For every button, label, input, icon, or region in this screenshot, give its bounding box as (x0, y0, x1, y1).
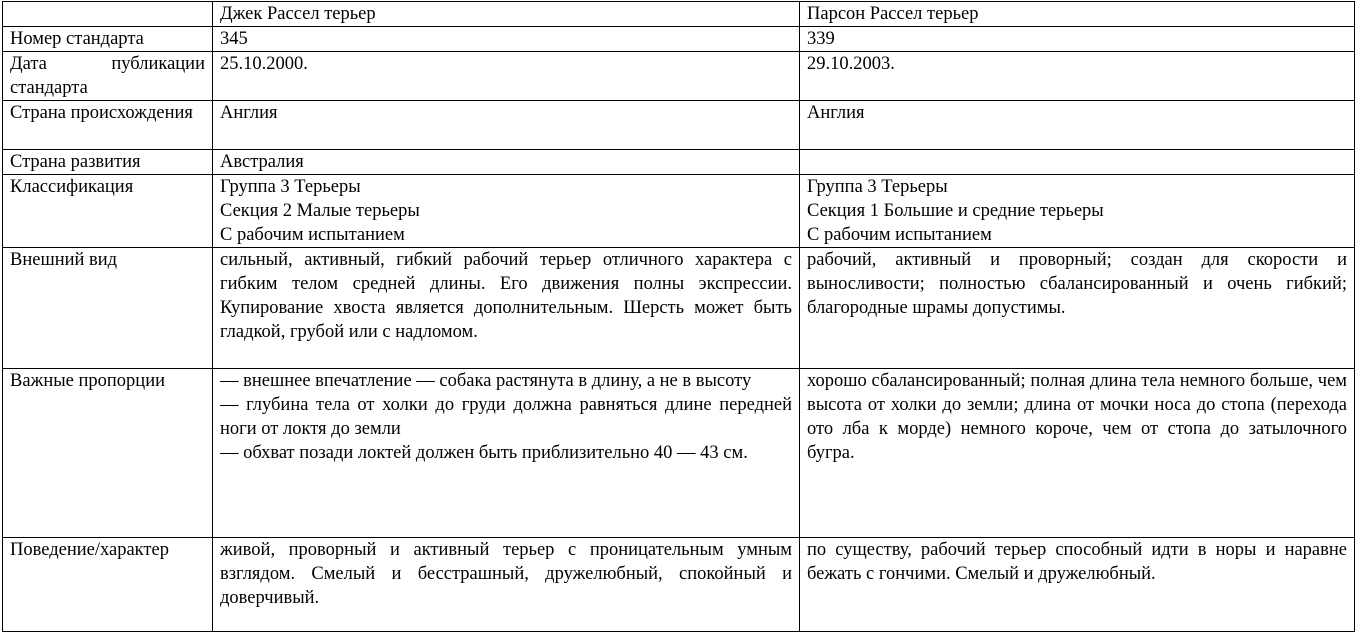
row-proportions (3, 369, 1355, 538)
jack-proportions-item: — глубина тела от холки до груди должна равняться длине передней ноги от локтя до земли (220, 395, 792, 439)
label-publication-date (3, 52, 213, 101)
parson-standard-number: 339 (800, 27, 1355, 52)
row-publication-date (3, 52, 1355, 101)
label-country-origin: Страна происхождения (3, 101, 213, 150)
label-publication-date-part3: стандарта (10, 78, 88, 98)
parson-country-development (800, 150, 1355, 175)
parson-classification-section: Секция 1 Большие и средние терьеры (807, 201, 1104, 221)
jack-classification-trial: С рабочим испытанием (220, 225, 405, 245)
jack-proportions-item: — обхват позади локтей должен быть приблизительно 40 — 43 см. (220, 443, 748, 463)
row-standard-number (3, 27, 1355, 52)
jack-classification (213, 175, 800, 248)
header-empty-cell (3, 2, 213, 27)
jack-classification-section: Секция 2 Малые терьеры (220, 201, 420, 221)
label-country-development: Страна развития (3, 150, 213, 175)
header-jack-russell: Джек Рассел терьер (213, 2, 800, 27)
jack-publication-date: 25.10.2000. (213, 52, 800, 101)
label-appearance: Внешний вид (3, 248, 213, 369)
label-classification: Классификация (3, 175, 213, 248)
label-behavior: Поведение/характер (3, 538, 213, 632)
parson-behavior: по существу, рабочий терьер способный идти в норы и наравне бежать с гончими. Смелый и дружелюбный. (800, 538, 1355, 632)
parson-classification-trial: С рабочим испытанием (807, 225, 992, 245)
parson-publication-date: 29.10.2003. (800, 52, 1355, 101)
label-standard-number: Номер стандарта (3, 27, 213, 52)
row-country-development (3, 150, 1355, 175)
jack-proportions-item: — внешнее впечатление — собака растянута в длину, а не в высоту (220, 371, 752, 391)
row-appearance (3, 248, 1355, 369)
jack-classification-group: Группа 3 Терьеры (220, 177, 361, 197)
row-country-origin (3, 101, 1355, 150)
parson-country-origin: Англия (800, 101, 1355, 150)
jack-country-origin: Англия (213, 101, 800, 150)
parson-classification (800, 175, 1355, 248)
row-behavior (3, 538, 1355, 632)
jack-proportions (213, 369, 800, 538)
header-parson-russell: Парсон Рассел терьер (800, 2, 1355, 27)
header-row (3, 2, 1355, 27)
jack-appearance: сильный, активный, гибкий рабочий терьер отличного характера с гибким телом средней длины. Его движения полны экспрессии. Купирование хвоста является дополнительным. Шерсть может быть гладкой, грубой или с надломом. (213, 248, 800, 369)
label-publication-date-part1: Дата (10, 54, 47, 74)
jack-behavior: живой, проворный и активный терьер с проницательным умным взглядом. Смелый и бесстрашный, дружелюбный, спокойный и доверчивый. (213, 538, 800, 632)
label-proportions: Важные пропорции (3, 369, 213, 538)
jack-standard-number: 345 (213, 27, 800, 52)
label-publication-date-part2: публикации (111, 54, 205, 74)
parson-appearance: рабочий, активный и проворный; создан для скорости и выносливости; полностью сбалансированный и очень гибкий; благородные шрамы допустимы. (800, 248, 1355, 369)
breed-comparison-table (2, 1, 1355, 632)
row-classification (3, 175, 1355, 248)
parson-proportions: хорошо сбалансированный; полная длина тела немного больше, чем высота от холки до земли; длина от мочки носа до стопа (перехода ото лба к морде) немного короче, чем от стопа до затылочного бугра. (800, 369, 1355, 538)
parson-classification-group: Группа 3 Терьеры (807, 177, 948, 197)
jack-country-development: Австралия (213, 150, 800, 175)
